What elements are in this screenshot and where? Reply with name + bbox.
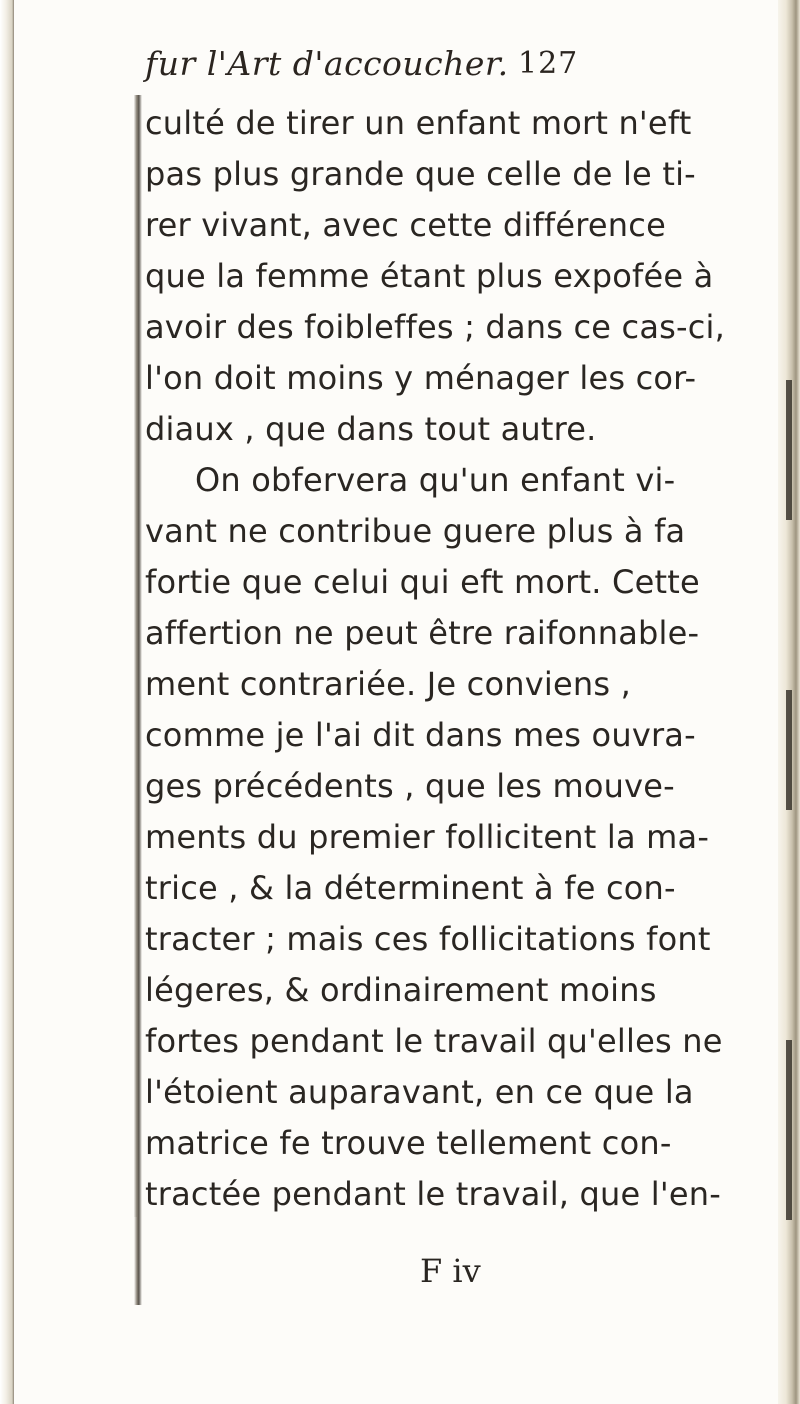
page-number: 127 bbox=[518, 46, 579, 81]
text-line: tractée pendant le travail, que l'en- bbox=[145, 1175, 721, 1213]
text-line: trice , & la déterminent à fe con- bbox=[145, 869, 676, 907]
text-line-indented: On obfervera qu'un enfant vi- bbox=[195, 461, 676, 499]
signature-mark: F iv bbox=[420, 1252, 481, 1290]
text-line: l'on doit moins y ménager les cor- bbox=[145, 359, 697, 397]
text-line: tracter ; mais ces follicitations font bbox=[145, 920, 711, 958]
text-line: légeres, & ordinairement moins bbox=[145, 971, 657, 1009]
text-line: vant ne contribue guere plus à fa bbox=[145, 512, 686, 550]
left-page-edge bbox=[0, 0, 14, 1404]
text-line: ments du premier follicitent la ma- bbox=[145, 818, 710, 856]
right-page-edge bbox=[778, 0, 800, 1404]
text-line: fortie que celui qui eft mort. Cette bbox=[145, 563, 700, 601]
running-header bbox=[145, 44, 645, 92]
binding-gutter bbox=[134, 95, 142, 1305]
text-line: que la femme étant plus expofée à bbox=[145, 257, 714, 295]
text-line: avoir des foibleffes ; dans ce cas-ci, bbox=[145, 308, 726, 346]
text-line: fortes pendant le travail qu'elles ne bbox=[145, 1022, 723, 1060]
edge-shadow bbox=[786, 1040, 792, 1220]
edge-shadow bbox=[786, 380, 792, 520]
edge-shadow bbox=[786, 690, 792, 810]
text-line: pas plus grande que celle de le ti- bbox=[145, 155, 696, 193]
text-line: ges précédents , que les mouve- bbox=[145, 767, 675, 805]
running-title: fur l'Art d'accoucher. bbox=[145, 44, 509, 83]
body-text bbox=[145, 98, 726, 1220]
text-line: culté de tirer un enfant mort n'eft bbox=[145, 104, 692, 142]
text-line: affertion ne peut être raifonnable- bbox=[145, 614, 700, 652]
text-line: l'étoient auparavant, en ce que la bbox=[145, 1073, 694, 1111]
text-line: matrice fe trouve tellement con- bbox=[145, 1124, 672, 1162]
text-line: rer vivant, avec cette différence bbox=[145, 206, 666, 244]
text-line: ment contrariée. Je conviens , bbox=[145, 665, 631, 703]
text-line: comme je l'ai dit dans mes ouvra- bbox=[145, 716, 696, 754]
text-line: diaux , que dans tout autre. bbox=[145, 410, 597, 448]
